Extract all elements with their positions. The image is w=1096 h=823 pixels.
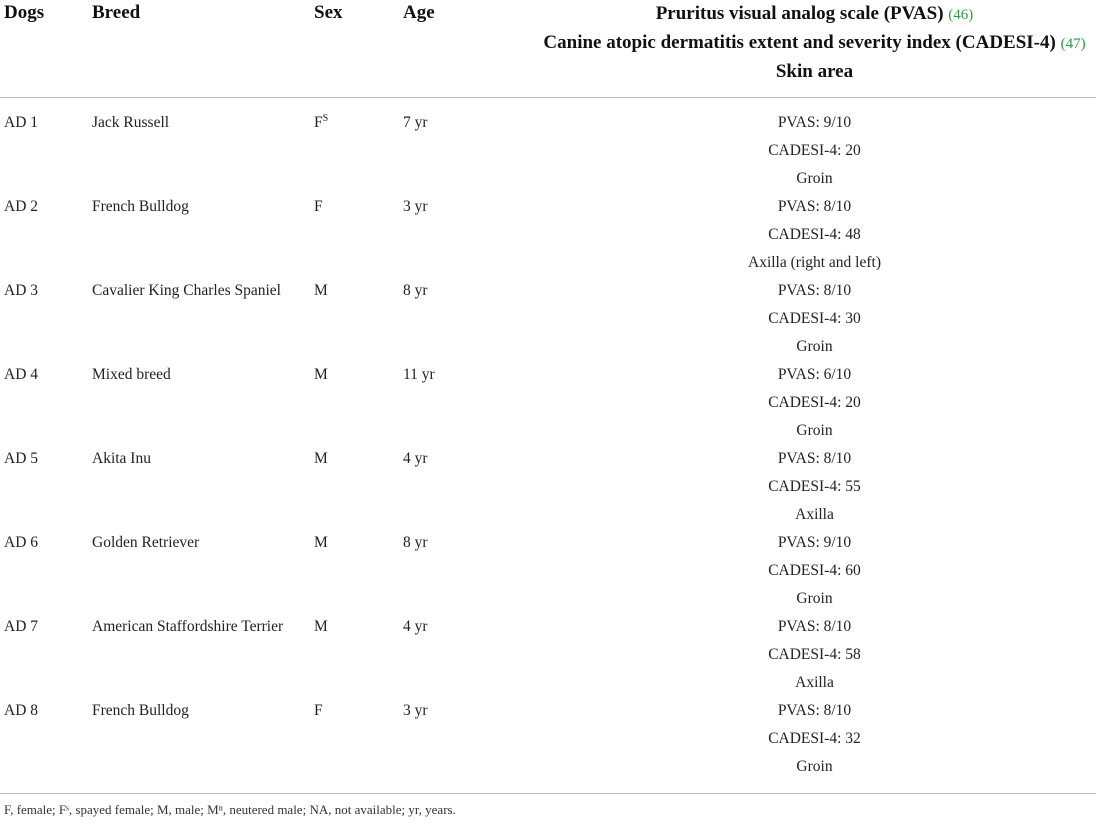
cell-breed: Akita Inu xyxy=(92,450,151,467)
pvas-value: PVAS: 8/10 xyxy=(777,450,852,467)
cell-age: 8 yr xyxy=(403,534,428,551)
cell-sex xyxy=(314,277,403,361)
pvas-value: PVAS: 9/10 xyxy=(777,534,852,551)
cell-scores xyxy=(533,445,1096,529)
cadesi-value: CADESI-4: 48 xyxy=(768,226,861,243)
cell-sex xyxy=(314,697,403,781)
skin-area-value: Groin xyxy=(796,170,833,187)
cell-age: 8 yr xyxy=(403,282,428,299)
table-footnote: F, female; Fˢ, spayed female; M, male; Mⁿ, neutered male; NA, not available; yr, years. xyxy=(0,793,1096,818)
table-body xyxy=(0,98,1096,782)
pvas-value: PVAS: 6/10 xyxy=(777,366,852,383)
cell-sex xyxy=(314,445,403,529)
cadesi-value: CADESI-4: 58 xyxy=(768,646,861,663)
cell-breed: Mixed breed xyxy=(92,366,171,383)
cell-breed: French Bulldog xyxy=(92,198,189,215)
skin-area-value: Groin xyxy=(796,422,833,439)
cell-sex xyxy=(314,361,403,445)
pvas-value: PVAS: 8/10 xyxy=(777,198,852,215)
sex-superscript: S xyxy=(322,112,329,124)
cell-age: 4 yr xyxy=(403,618,428,635)
cell-breed: Golden Retriever xyxy=(92,534,200,551)
cell-sex xyxy=(314,109,403,193)
sex-value: M xyxy=(314,282,328,299)
cell-age: 3 yr xyxy=(403,702,428,719)
header-row xyxy=(0,0,1096,98)
cell-sex xyxy=(314,613,403,697)
header-pvas-label: Pruritus visual analog scale (PVAS) xyxy=(655,3,944,24)
cell-dog: AD 3 xyxy=(4,282,39,299)
cell-dog: AD 7 xyxy=(4,618,39,635)
cell-dog: AD 6 xyxy=(4,534,39,551)
header-dogs: Dogs xyxy=(0,0,92,98)
cell-sex xyxy=(314,529,403,613)
header-cadesi-line xyxy=(533,29,1096,58)
cell-breed: American Staffordshire Terrier xyxy=(92,618,284,635)
table-row xyxy=(0,109,1096,193)
cell-sex xyxy=(314,193,403,277)
table-row xyxy=(0,697,1096,781)
cadesi-value: CADESI-4: 55 xyxy=(768,478,861,495)
header-pvas-line xyxy=(533,0,1096,29)
header-cadesi-label: Canine atopic dermatitis extent and severity index (CADESI-4) xyxy=(543,32,1056,53)
cell-scores xyxy=(533,613,1096,697)
cadesi-value: CADESI-4: 60 xyxy=(768,562,861,579)
skin-area-value: Axilla (right and left) xyxy=(748,254,881,271)
cell-dog: AD 8 xyxy=(4,702,39,719)
cell-breed: Jack Russell xyxy=(92,114,170,131)
sex-value: M xyxy=(314,618,328,635)
sex-value: M xyxy=(314,366,328,383)
header-age: Age xyxy=(403,0,533,98)
cell-dog: AD 2 xyxy=(4,198,39,215)
header-breed: Breed xyxy=(92,0,314,98)
cadesi-value: CADESI-4: 30 xyxy=(768,310,861,327)
skin-area-value: Axilla xyxy=(795,506,834,523)
cell-dog: AD 5 xyxy=(4,450,39,467)
sex-value: F xyxy=(314,198,323,215)
skin-area-value: Groin xyxy=(796,590,833,607)
pvas-value: PVAS: 8/10 xyxy=(777,618,852,635)
table-row xyxy=(0,361,1096,445)
skin-area-value: Groin xyxy=(796,338,833,355)
spacer-row xyxy=(0,98,1096,110)
skin-area-value: Groin xyxy=(796,758,833,775)
header-sex: Sex xyxy=(314,0,403,98)
cell-scores xyxy=(533,193,1096,277)
header-scores xyxy=(533,0,1096,98)
header-skin-area: Skin area xyxy=(775,61,854,82)
cell-age: 3 yr xyxy=(403,198,428,215)
cell-breed: French Bulldog xyxy=(92,702,189,719)
cell-scores xyxy=(533,361,1096,445)
pvas-value: PVAS: 8/10 xyxy=(777,702,852,719)
cell-age: 4 yr xyxy=(403,450,428,467)
cell-scores xyxy=(533,529,1096,613)
cell-scores xyxy=(533,697,1096,781)
cell-dog: AD 1 xyxy=(4,114,39,131)
sex-value: F xyxy=(314,702,323,719)
pvas-value: PVAS: 8/10 xyxy=(777,282,852,299)
cell-scores xyxy=(533,277,1096,361)
cell-age: 11 yr xyxy=(403,366,435,383)
reference-link-46[interactable]: (46) xyxy=(948,7,974,23)
sex-value: M xyxy=(314,450,328,467)
reference-link-47[interactable]: (47) xyxy=(1060,36,1086,52)
skin-area-value: Axilla xyxy=(795,674,834,691)
cell-breed: Cavalier King Charles Spaniel xyxy=(92,282,281,299)
sex-value: F xyxy=(314,114,323,131)
sex-value: M xyxy=(314,534,328,551)
cell-dog: AD 4 xyxy=(4,366,39,383)
table-row xyxy=(0,529,1096,613)
cadesi-value: CADESI-4: 32 xyxy=(768,730,861,747)
table-row xyxy=(0,613,1096,697)
cell-scores xyxy=(533,109,1096,193)
cadesi-value: CADESI-4: 20 xyxy=(768,142,861,159)
table-row xyxy=(0,445,1096,529)
table-row xyxy=(0,193,1096,277)
table-row xyxy=(0,277,1096,361)
cell-age: 7 yr xyxy=(403,114,428,131)
pvas-value: PVAS: 9/10 xyxy=(777,114,852,131)
cadesi-value: CADESI-4: 20 xyxy=(768,394,861,411)
